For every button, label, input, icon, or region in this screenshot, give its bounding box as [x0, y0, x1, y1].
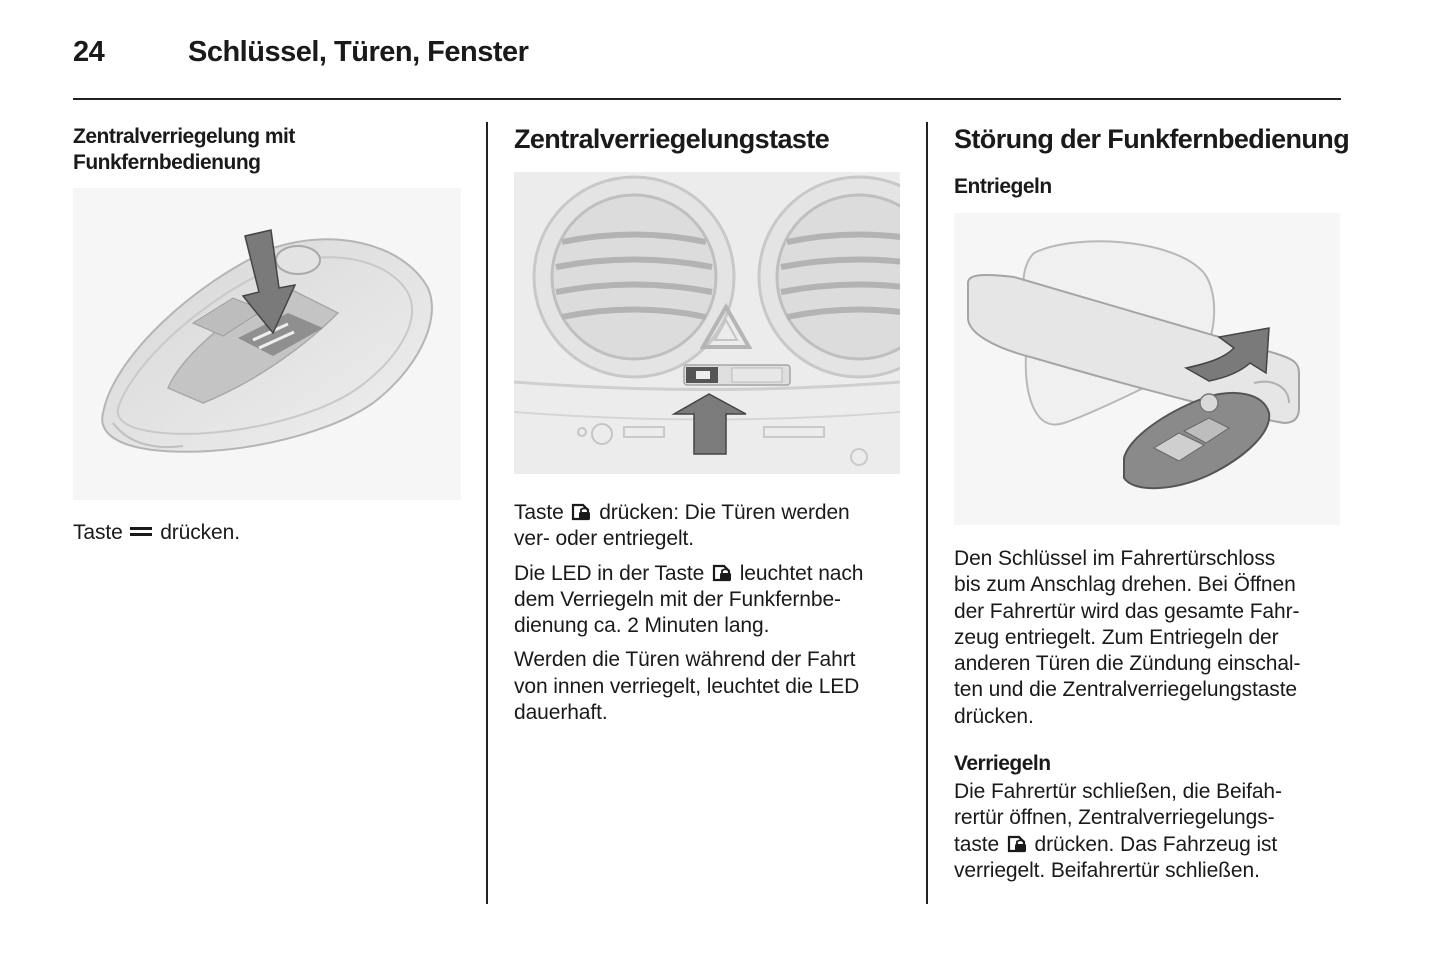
col2-text: [514, 500, 906, 734]
car-lock-icon: [1006, 833, 1028, 853]
car-lock-icon: [570, 501, 592, 521]
col3-subheading-entriegeln: Entriegeln: [954, 175, 1052, 198]
col1-heading: Zentralverriegelung mit Funkfernbedienung: [73, 125, 295, 174]
dashboard-illustration: [514, 172, 900, 474]
car-lock-icon: [711, 562, 733, 582]
col2-paragraph-1: Taste drücken: Die Türen werden ver- oder entriegelt.: [514, 501, 850, 551]
col3-paragraph-2: Die Fahrertür schließen, die Beifah- rertür öffnen, Zentralverriegelungs- taste drücken. Das Fahrzeug ist verriegelt. Beifahrertür schließen.: [954, 780, 1282, 882]
col2-paragraph-2: Die LED in der Taste leuchtet nach dem Verriegeln mit der Funkfernbe- dienung ca. 2 Minuten lang.: [514, 561, 864, 638]
col2-paragraph-3: Werden die Türen während der Fahrt von innen verriegelt, leuchtet die LED dauerhaft.: [514, 648, 860, 725]
col2-heading: Zentralverriegelungstaste: [514, 124, 830, 154]
header-rule: [73, 98, 1341, 100]
key-fob-figure: [73, 188, 461, 500]
key-fob-illustration: [73, 188, 461, 500]
col3-heading: Störung der Funkfernbedienung: [954, 124, 1350, 154]
chapter-title: Schlüssel, Türen, Fenster: [188, 36, 529, 68]
double-bar-icon: [130, 526, 152, 538]
col3-subheading-verriegeln: Verriegeln: [954, 752, 1051, 775]
column-divider-1: [486, 122, 488, 904]
dashboard-figure: [514, 172, 900, 474]
door-lock-figure: [954, 213, 1340, 525]
column-divider-2: [926, 122, 928, 904]
page-number: 24: [73, 36, 105, 68]
col3-paragraph-1: Den Schlüssel im Fahrertürschloss bis zum Anschlag drehen. Bei Öffnen der Fahrertür wird das gesamte Fahr- zeug entriegelt. Zum Entriegeln der anderen Türen die Zündung einschal- ten und die Zentralverriegelungstaste drücken.: [954, 547, 1301, 728]
door-lock-illustration: [954, 213, 1340, 525]
col1-caption: Taste drücken.: [73, 521, 240, 544]
